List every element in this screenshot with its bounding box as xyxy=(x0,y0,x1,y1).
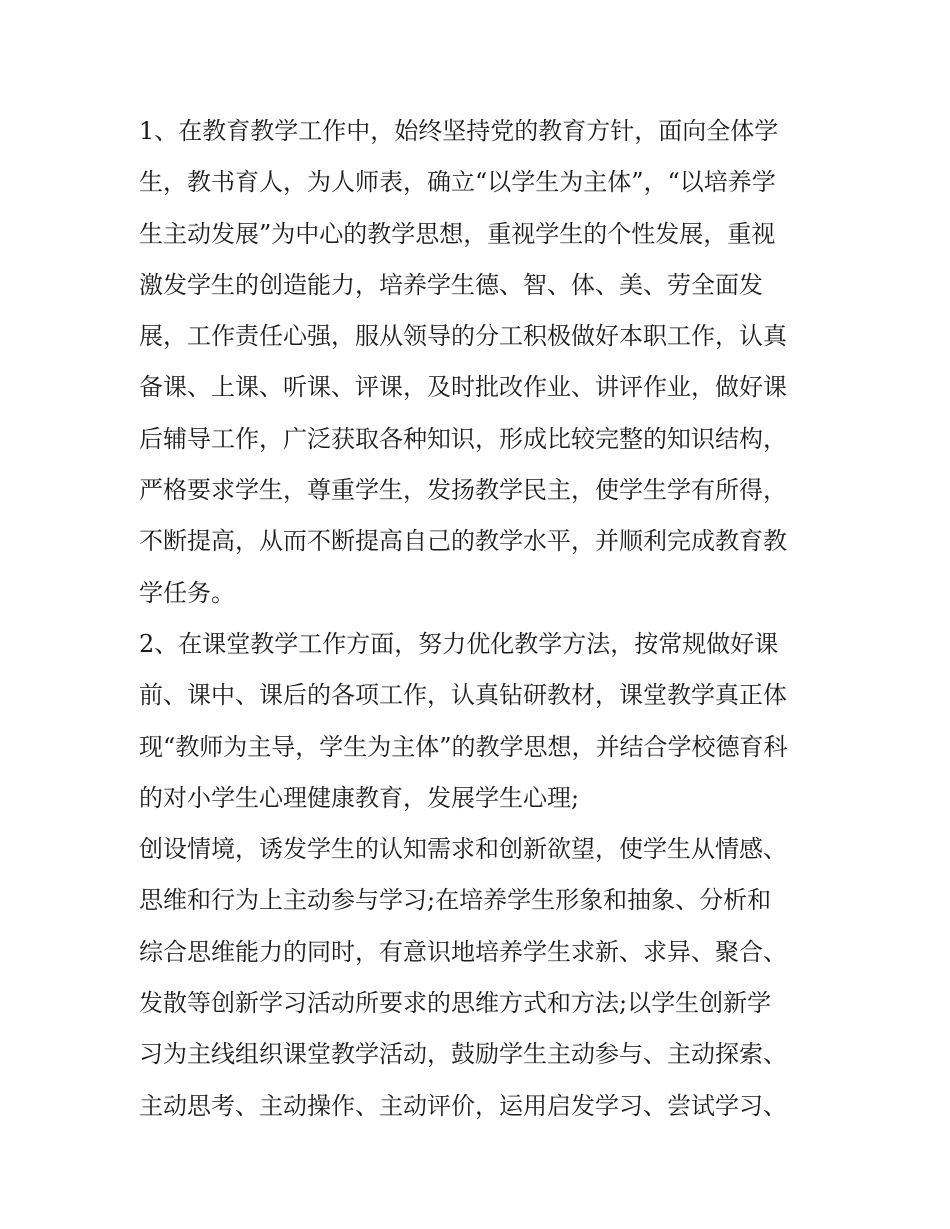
text-line: 习为主线组织课堂教学活动，鼓励学生主动参与、主动探索、 xyxy=(139,1040,787,1069)
text-line: 综合思维能力的同时，有意识地培养学生求新、求异、聚合、 xyxy=(139,937,787,966)
body-text xyxy=(139,106,819,1132)
text-line: 主动思考、主动操作、主动评价，运用启发学习、尝试学习、 xyxy=(139,1091,787,1120)
text-line: 备课、上课、听课、评课，及时批改作业、讲评作业，做好课 xyxy=(139,373,787,402)
text-line: 严格要求学生，尊重学生，发扬教学民主，使学生学有所得， xyxy=(139,476,787,505)
text-line: 现“教师为主导，学生为主体”的教学思想，并结合学校德育科 xyxy=(139,732,788,761)
text-line: 思维和行为上主动参与学习;在培养学生形象和抽象、分析和 xyxy=(139,886,772,915)
text-line: 生主动发展”为中心的教学思想，重视学生的个性发展，重视 xyxy=(139,219,776,248)
text-line: 生，教书育人，为人师表，确立“以学生为主体”，“以培养学 xyxy=(139,168,776,197)
text-line: 2、在课堂教学工作方面，努力优化教学方法，按常规做好课 xyxy=(139,629,779,658)
text-line: 的对小学生心理健康教育，发展学生心理; xyxy=(139,783,580,812)
text-line: 1、在教育教学工作中，始终坚持党的教育方针，面向全体学 xyxy=(139,117,779,145)
text-line: 创设情境，诱发学生的认知需求和创新欲望，使学生从情感、 xyxy=(139,835,787,864)
text-line: 学任务。 xyxy=(139,578,235,607)
text-line: 展，工作责任心强，服从领导的分工积极做好本职工作，认真 xyxy=(139,322,787,351)
text-line: 不断提高，从而不断提高自己的教学水平，并顺利完成教育教 xyxy=(139,527,787,556)
text-line: 发散等创新学习活动所要求的思维方式和方法;以学生创新学 xyxy=(139,989,772,1018)
text-line: 激发学生的创造能力，培养学生德、智、体、美、劳全面发 xyxy=(139,270,763,299)
text-line: 后辅导工作，广泛获取各种知识，形成比较完整的知识结构， xyxy=(139,424,787,453)
text-line: 前、课中、课后的各项工作，认真钻研教材，课堂教学真正体 xyxy=(139,681,787,710)
